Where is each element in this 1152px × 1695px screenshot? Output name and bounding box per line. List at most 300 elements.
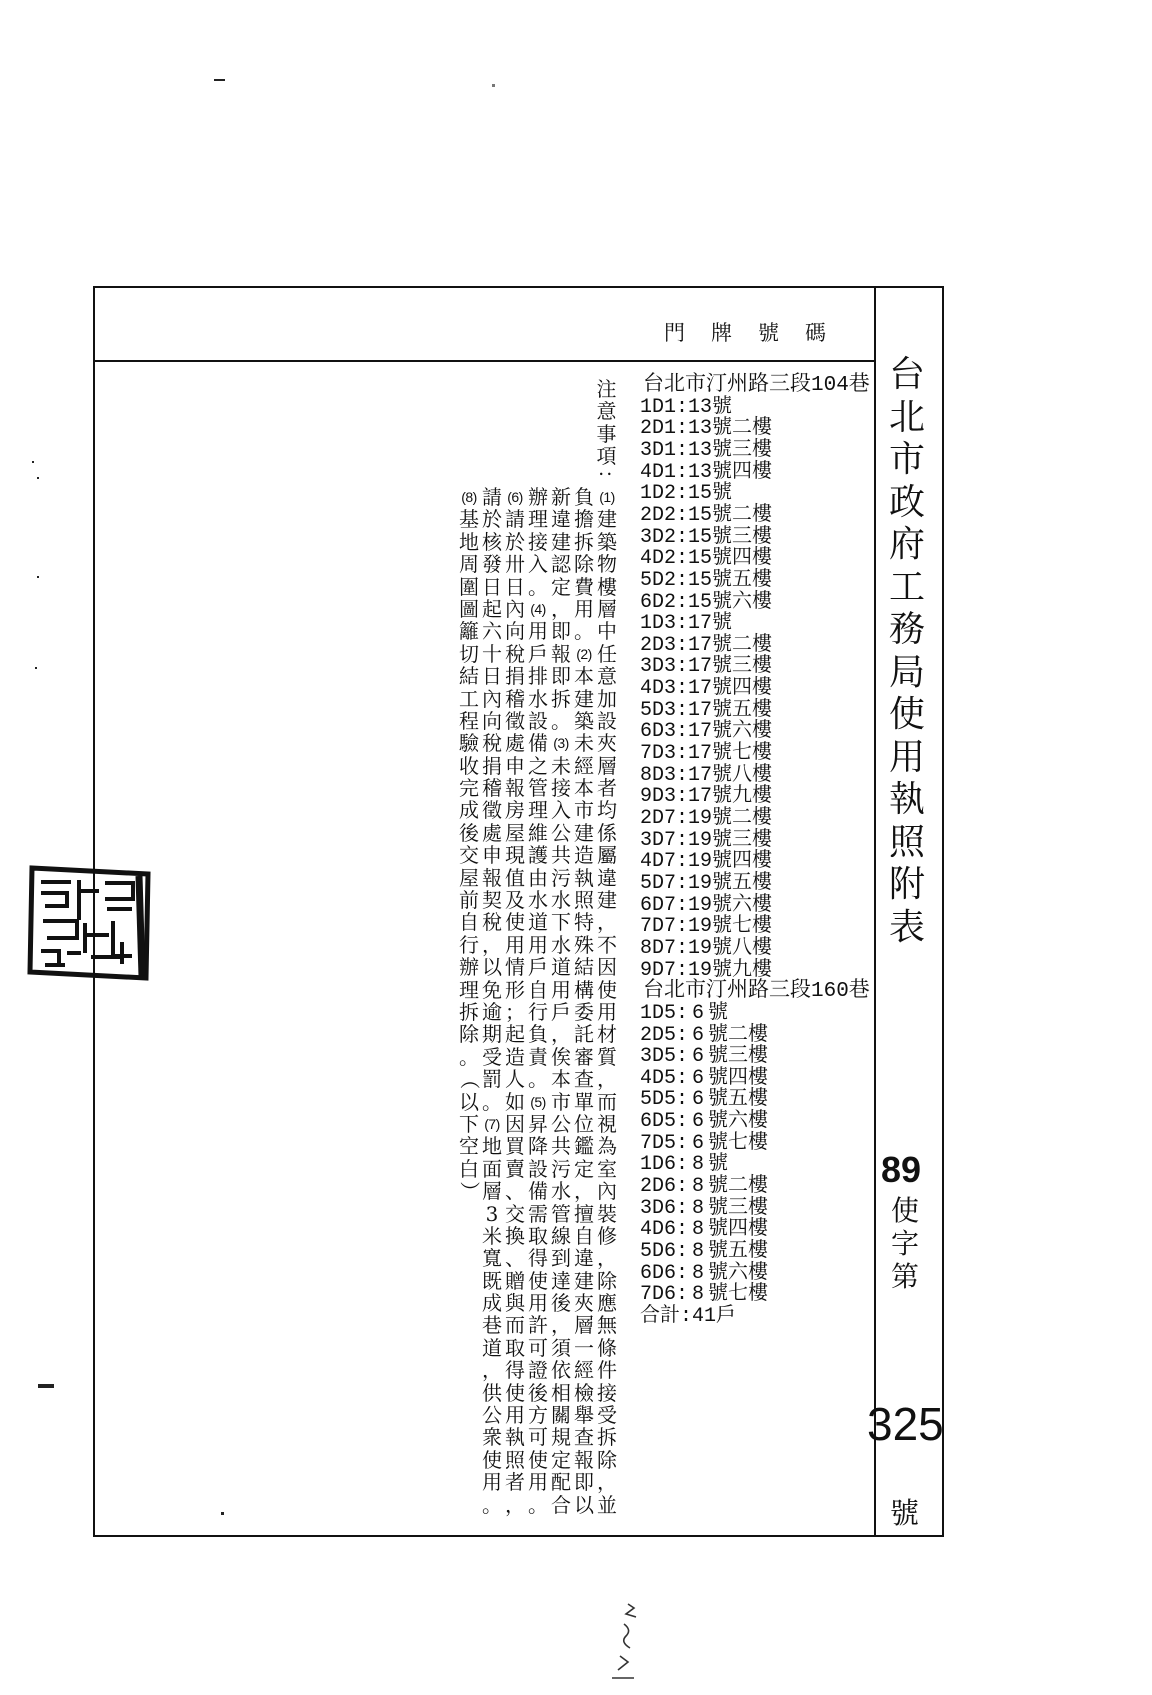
note-char: 後 (459, 820, 479, 845)
note-char: 接 (528, 529, 548, 554)
note-char: 殊 (574, 932, 594, 957)
note-char: 而 (597, 1089, 617, 1114)
note-char: 、 (505, 1179, 525, 1204)
note-char: 3 (485, 1201, 499, 1226)
note-char: (5) (530, 1093, 546, 1110)
seal-stamp (26, 860, 158, 986)
note-char: 後 (528, 1380, 548, 1405)
note-char: 到 (551, 1246, 571, 1271)
note-char: 地 (459, 529, 479, 554)
note-char: 以 (482, 955, 502, 980)
note-char: 擅 (574, 1201, 594, 1226)
note-char: ） (457, 1181, 482, 1202)
note-char: 經 (574, 1358, 594, 1383)
note-char: 查 (574, 1425, 594, 1450)
heading-char: ： (594, 468, 619, 489)
note-char: ， (597, 1470, 617, 1495)
unit-address-line: 3D6: 8 號三樓 (640, 1196, 769, 1220)
note-char: 須 (551, 1335, 571, 1360)
note-char: 夾 (574, 1291, 594, 1316)
note-char: 白 (459, 1156, 479, 1181)
note-char: 受 (482, 1044, 502, 1069)
note-char: 戶 (551, 999, 571, 1024)
pen-mark (606, 1600, 646, 1685)
note-char: 水 (528, 888, 548, 913)
note-char: 換 (505, 1223, 525, 1248)
license-year: 89 (881, 1149, 922, 1190)
unit-address-line: 7D5: 6 號七樓 (640, 1131, 769, 1155)
note-char: 得 (505, 1358, 525, 1383)
license-type (890, 1194, 920, 1293)
unit-address-line: 5D3:17號五樓 (640, 698, 773, 722)
note-char: 水 (551, 888, 571, 913)
unit-address-line: 5D6: 8 號五樓 (640, 1240, 769, 1263)
unit-address-line: 4D3:17號四樓 (640, 677, 773, 701)
note-char: 起 (505, 1022, 525, 1047)
note-char: 完 (459, 776, 479, 801)
note-char: 除 (459, 1022, 479, 1047)
note-char: 以 (574, 1492, 594, 1517)
note-char: 即 (574, 1470, 594, 1495)
note-char: 徵 (482, 798, 502, 823)
note-char: 意 (597, 664, 617, 689)
note-char: 除 (597, 1447, 617, 1472)
note-char: 行 (528, 999, 548, 1024)
note-char: (2) (576, 645, 592, 662)
note-char: 之 (528, 753, 548, 778)
note-char: 一 (574, 1335, 594, 1360)
note-char: ， (482, 932, 502, 957)
note-char: ， (597, 1246, 617, 1271)
unit-address-line: 5D7:19號五樓 (640, 871, 773, 895)
note-char: 水 (551, 932, 571, 957)
note-column-4 (527, 486, 550, 1516)
header-divider (93, 360, 875, 362)
scan-speck (32, 461, 34, 463)
note-char: 自 (528, 977, 548, 1002)
note-char: ， (551, 1313, 571, 1338)
note-char: 而 (505, 1313, 525, 1338)
note-char: 線 (551, 1223, 571, 1248)
note-char: 負 (528, 1022, 548, 1047)
unit-address-line: 6D7:19號六樓 (640, 893, 773, 917)
note-char: 理 (528, 798, 548, 823)
scan-speck (38, 1384, 54, 1388)
note-char: 入 (528, 552, 548, 577)
title-char: 局 (888, 651, 925, 693)
note-char: 公 (551, 820, 571, 845)
unit-address-line: 4D2:15號四樓 (640, 547, 773, 571)
note-char: 內 (505, 596, 525, 621)
license-type-char: 第 (890, 1260, 919, 1293)
note-char: 不 (597, 932, 617, 957)
note-char: 。 (528, 574, 548, 599)
note-char: 籬 (459, 619, 479, 644)
unit-address-line: 9D3:17號九樓 (640, 785, 773, 809)
note-char: 報 (482, 865, 502, 890)
note-char: 擔 (574, 507, 594, 532)
title-char: 工 (888, 566, 925, 608)
note-char: 中 (597, 619, 617, 644)
note-char: 。 (482, 1492, 502, 1517)
scan-speck (492, 84, 495, 87)
note-char: 公 (482, 1403, 502, 1428)
note-char: 用 (505, 932, 525, 957)
note-char: 配 (551, 1470, 571, 1495)
note-char: 護 (528, 843, 548, 868)
unit-address-line: 1D2:15號 (640, 482, 733, 506)
note-char: 依 (551, 1358, 571, 1383)
street-address-line: 台北市汀州路三段160巷 (643, 980, 870, 1004)
note-char: 工 (459, 686, 479, 711)
note-char: 污 (551, 865, 571, 890)
note-char: 可 (528, 1335, 548, 1360)
note-char: 關 (551, 1403, 571, 1428)
note-char: 與 (505, 1291, 525, 1316)
note-char: 受 (597, 1403, 617, 1428)
note-char: 違 (551, 507, 571, 532)
note-char: 使 (505, 1380, 525, 1405)
note-char: 使 (528, 1447, 548, 1472)
note-char: 拆 (597, 1425, 617, 1450)
note-char: 六 (482, 619, 502, 644)
note-char: 單 (574, 1089, 594, 1114)
note-char: 均 (597, 798, 617, 823)
note-char: (1) (599, 489, 615, 505)
note-char: 、 (505, 1246, 525, 1271)
note-char: 備 (528, 1179, 548, 1204)
note-char: 因 (505, 1111, 525, 1136)
title-char: 府 (888, 524, 925, 565)
note-char: 圖 (459, 596, 479, 621)
heading-char: 事 (596, 421, 617, 446)
note-char: 日 (505, 574, 525, 599)
note-char: 市 (574, 798, 594, 823)
unit-address-line: 2D2:15號二樓 (640, 503, 773, 527)
license-suffix: 號 (890, 1496, 920, 1530)
note-char: 水 (528, 686, 548, 711)
title-char: 北 (888, 396, 925, 438)
title-char: 表 (888, 906, 925, 948)
note-char: (7) (484, 1115, 500, 1132)
note-char: 理 (459, 977, 479, 1002)
note-char: 。 (574, 619, 594, 644)
title-char: 照 (888, 821, 925, 863)
note-char: 違 (597, 865, 617, 890)
note-char: 無 (597, 1313, 617, 1338)
note-char: 稅 (482, 910, 502, 935)
note-char: ， (482, 1358, 502, 1383)
address-column-header: 門牌號碼 (664, 321, 852, 345)
note-char: 本 (551, 1067, 571, 1092)
note-char: 。 (459, 1044, 479, 1069)
note-char: 證 (528, 1358, 548, 1383)
note-char: 係 (597, 820, 617, 845)
note-char: 即 (551, 619, 571, 644)
note-char: 託 (574, 1022, 594, 1047)
note-char: 道 (551, 955, 571, 980)
note-char: 申 (505, 753, 525, 778)
unit-address-line: 2D5: 6 號二樓 (640, 1023, 769, 1047)
note-char: 屬 (597, 843, 617, 868)
note-char: 鑑 (574, 1134, 594, 1159)
note-char: 定 (574, 1156, 594, 1181)
note-char: 者 (597, 776, 617, 801)
note-char: 未 (551, 753, 571, 778)
note-char: 稅 (482, 731, 502, 756)
note-char: 經 (574, 753, 594, 778)
note-char: 未 (574, 731, 594, 756)
note-char: (8) (461, 489, 477, 505)
note-char: 造 (505, 1044, 525, 1069)
note-char: 於 (482, 507, 502, 532)
note-char: 後 (551, 1291, 571, 1316)
note-char: 構 (574, 977, 594, 1002)
note-char: 期 (482, 1022, 502, 1047)
note-char: 衆 (482, 1425, 502, 1450)
note-char: ， (597, 1067, 617, 1092)
note-char: 核 (482, 529, 502, 554)
note-char: 造 (574, 843, 594, 868)
note-char: 建 (574, 820, 594, 845)
note-char: 修 (597, 1223, 617, 1248)
note-char: 共 (551, 1134, 571, 1159)
unit-address-line: 2D1:13號二樓 (640, 417, 773, 441)
note-char: 戶 (528, 955, 548, 980)
note-char: 基 (459, 507, 479, 532)
note-column-3 (550, 486, 573, 1516)
note-char: 既 (482, 1268, 502, 1293)
note-char: 加 (597, 686, 617, 711)
note-char: 。 (528, 1492, 548, 1517)
note-char: 下 (459, 1111, 479, 1136)
note-char: 並 (597, 1492, 617, 1517)
note-char: 用 (528, 1291, 548, 1316)
unit-address-line: 2D7:19號二樓 (640, 807, 773, 830)
address-list (640, 375, 875, 1335)
unit-address-line: 1D5: 6 號 (640, 1001, 729, 1025)
unit-address-line: 9D7:19號九樓 (640, 958, 773, 982)
note-char: 日 (482, 574, 502, 599)
note-char: 查 (574, 1067, 594, 1092)
scan-speck (214, 79, 225, 81)
note-char: 周 (459, 552, 479, 577)
note-char: 達 (551, 1268, 571, 1293)
note-char: 層 (482, 1179, 502, 1204)
note-char: 收 (459, 753, 479, 778)
title-char: 政 (888, 481, 925, 523)
note-char: 使 (482, 1447, 502, 1472)
note-char: 水 (551, 1179, 571, 1204)
note-char: 設 (528, 1156, 548, 1181)
note-char: 稽 (505, 686, 525, 711)
note-char: 費 (574, 574, 594, 599)
note-char: 自 (459, 910, 479, 935)
unit-address-line: 5D2:15號五樓 (640, 568, 773, 592)
note-char: ， (551, 1022, 571, 1047)
note-char: 取 (505, 1335, 525, 1360)
note-char: 備 (528, 731, 548, 756)
unit-address-line: 3D1:13號三樓 (640, 438, 773, 462)
note-char: 維 (528, 820, 548, 845)
note-char: 室 (597, 1156, 617, 1181)
note-char: 用 (574, 596, 594, 621)
note-char: ， (597, 910, 617, 935)
unit-address-line: 6D6: 8 號六樓 (640, 1261, 769, 1285)
note-char: 形 (505, 977, 525, 1002)
unit-address-line: 1D6: 8 號 (640, 1153, 729, 1177)
note-char: 舉 (574, 1403, 594, 1428)
note-char: (3) (553, 735, 569, 752)
note-char: ， (505, 1492, 525, 1517)
note-char: 任 (597, 641, 617, 666)
note-char: 使 (597, 977, 617, 1002)
note-char: 照 (505, 1447, 525, 1472)
note-char: 拆 (459, 999, 479, 1024)
note-char: 築 (597, 529, 617, 554)
note-char: 用 (597, 999, 617, 1024)
note-char: 認 (551, 552, 571, 577)
title-char: 市 (888, 439, 925, 480)
note-char: 人 (505, 1067, 525, 1092)
note-char: 免 (482, 977, 502, 1002)
note-char: 卅 (505, 552, 525, 577)
note-char: 辦 (528, 485, 548, 509)
note-char: 接 (597, 1380, 617, 1405)
note-char: 巷 (482, 1313, 502, 1338)
note-char: 用 (528, 619, 548, 644)
heading-char: 意 (596, 399, 617, 424)
notes-heading (595, 378, 618, 490)
note-char: 內 (597, 1179, 617, 1204)
note-char: 辦 (459, 955, 479, 980)
license-type-char: 使 (890, 1194, 919, 1227)
note-char: 拆 (551, 686, 571, 711)
note-char: 視 (597, 1111, 617, 1136)
note-char: 建 (574, 686, 594, 711)
note-char: 戶 (528, 641, 548, 666)
note-char: 相 (551, 1380, 571, 1405)
note-char: 即 (551, 664, 571, 689)
note-char: 空 (459, 1134, 479, 1159)
note-char: 違 (574, 1246, 594, 1271)
unit-address-line: 4D7:19號四樓 (640, 850, 773, 874)
note-column-5 (504, 486, 527, 1516)
note-char: 照 (574, 888, 594, 913)
note-char: 本 (574, 776, 594, 801)
note-char: 負 (574, 485, 594, 509)
unit-address-line: 3D5: 6 號三樓 (640, 1045, 769, 1069)
note-char: 。 (528, 1067, 548, 1092)
note-column-1 (596, 486, 619, 1516)
note-char: 及 (505, 888, 525, 913)
note-char: 買 (505, 1134, 525, 1159)
note-char: 拆 (574, 529, 594, 554)
note-char: 質 (597, 1044, 617, 1069)
note-char: 以 (459, 1089, 479, 1114)
unit-address-line: 6D2:15號六樓 (640, 590, 773, 614)
note-char: 為 (597, 1134, 617, 1159)
note-char: 應 (597, 1291, 617, 1316)
unit-address-line: 4D1:13號四樓 (640, 460, 773, 484)
unit-address-line: 5D5: 6 號五樓 (640, 1088, 769, 1112)
note-char: 逾 (482, 999, 502, 1024)
street-address-line: 台北市汀州路三段104巷 (643, 374, 870, 397)
note-char: 責 (528, 1044, 548, 1069)
note-char: 地 (482, 1134, 502, 1159)
note-char: 結 (459, 664, 479, 689)
note-char: 成 (482, 1291, 502, 1316)
note-char: 條 (597, 1335, 617, 1360)
note-char: 檢 (574, 1380, 594, 1405)
note-char: 下 (551, 910, 571, 935)
note-char: 理 (528, 507, 548, 532)
note-char: 除 (574, 552, 594, 577)
note-char: 物 (597, 552, 617, 577)
note-char: 規 (551, 1425, 571, 1450)
note-char: 日 (482, 664, 502, 689)
total-households: 合計:41戶 (640, 1304, 737, 1328)
note-char: 稅 (505, 641, 525, 666)
note-char: 委 (574, 999, 594, 1024)
note-char: 值 (505, 865, 525, 890)
unit-address-line: 6D5: 6 號六樓 (640, 1110, 769, 1134)
note-char: 米 (482, 1223, 502, 1248)
note-char: 因 (597, 955, 617, 980)
note-char: 房 (505, 798, 525, 823)
note-char: 發 (482, 552, 502, 577)
note-char: ， (574, 1179, 594, 1204)
title-char: 執 (888, 779, 925, 820)
unit-address-line: 8D7:19號八樓 (640, 936, 773, 960)
note-char: 得 (528, 1246, 548, 1271)
note-char: 管 (528, 776, 548, 801)
note-char: 築 (574, 708, 594, 733)
unit-address-line: 1D1:13號 (640, 395, 733, 419)
note-char: 成 (459, 798, 479, 823)
note-char: (4) (530, 600, 546, 617)
note-char: 建 (597, 888, 617, 913)
note-char: 材 (597, 1022, 617, 1047)
note-char: 除 (597, 1268, 617, 1293)
note-char: 本 (574, 664, 594, 689)
note-column-2 (573, 486, 596, 1516)
note-char: 裝 (597, 1201, 617, 1226)
note-char: 十 (482, 641, 502, 666)
note-char: 捐 (505, 664, 525, 689)
note-char: 屋 (459, 865, 479, 890)
unit-address-line: 1D3:17號 (640, 612, 733, 636)
note-char: 道 (482, 1335, 502, 1360)
note-char: 夾 (597, 731, 617, 756)
heading-char: 項 (596, 444, 617, 469)
note-char: 層 (597, 753, 617, 778)
unit-address-line: 2D3:17號二樓 (640, 633, 773, 657)
note-char: 報 (505, 776, 525, 801)
note-char: 公 (551, 1111, 571, 1136)
note-char: 位 (574, 1111, 594, 1136)
title-char: 務 (888, 609, 925, 650)
note-char: 用 (482, 1470, 502, 1495)
note-char: 交 (505, 1201, 525, 1226)
note-char: 設 (597, 708, 617, 733)
license-type-char: 字 (890, 1227, 919, 1260)
title-char: 使 (888, 694, 925, 735)
note-char: 新 (551, 485, 571, 509)
note-char: 請 (482, 485, 502, 509)
note-char: 方 (528, 1403, 548, 1428)
note-char: 情 (505, 955, 525, 980)
